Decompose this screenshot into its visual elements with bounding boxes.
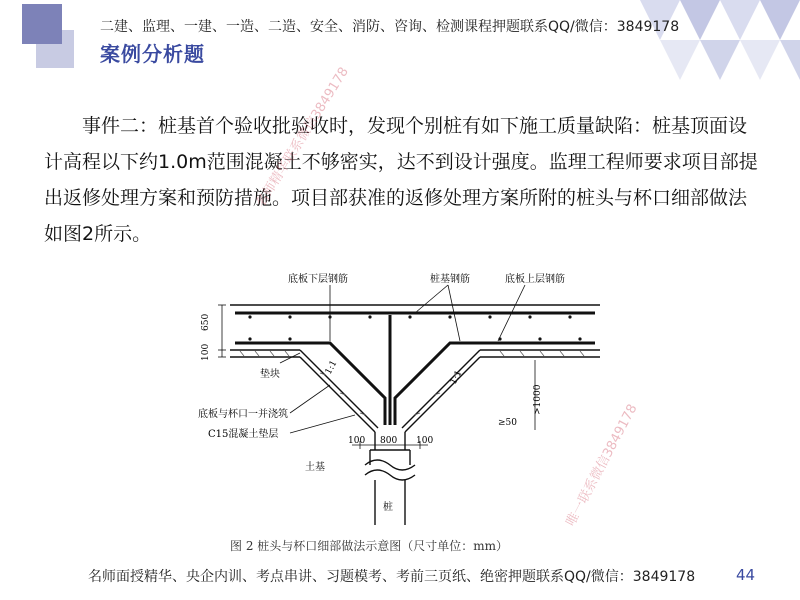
label-pile: 桩 (383, 502, 393, 513)
figure-caption: 图 2 桩头与杯口细部做法示意图（尺寸单位：mm） (230, 539, 509, 553)
label-pour-together: 底板与杯口一并浇筑 (198, 409, 288, 420)
dim-1000: >1000 (533, 384, 543, 415)
decor-square-dark (22, 4, 62, 44)
label-c15-cushion: C15混凝土垫层 (208, 429, 279, 440)
event-paragraph-block (44, 108, 760, 252)
label-bottom-rebar: 底板下层钢筋 (288, 274, 348, 285)
dim-100-left: 100 (201, 343, 211, 361)
dim-650: 650 (201, 313, 211, 331)
pile-head-detail-figure (180, 265, 640, 535)
slope-left: 1:1 (323, 358, 340, 377)
top-banner: 二建、监理、一建、一造、二造、安全、消防、咨询、检测课程押题联系QQ/微信：3849178 (100, 19, 680, 35)
event-paragraph: 事件二：桩基首个验收批验收时，发现个别桩有如下施工质量缺陷：桩基顶面设计高程以下约1.0m范围混凝土不够密实，达不到设计强度。监理工程师要求项目部提出返修处理方案和预防措施。项目部获准的返修处理方案所附的桩头与杯口细部做法如图2所示。 (44, 115, 758, 245)
watermark-1: 名师精华联系微信3849178 (253, 64, 352, 211)
decor-triangles (620, 0, 800, 90)
dim-100-a: 100 (348, 436, 366, 446)
watermark-2: 唯一联系微信3849178 (563, 401, 641, 529)
leader-lines (280, 285, 525, 433)
bottom-banner: 名师面授精华、央企内训、考点串讲、习题模考、考前三页纸、绝密押题联系QQ/微信：3849178 (88, 569, 696, 585)
slope-right: 1:1 (448, 368, 465, 387)
dim-800: 800 (380, 436, 398, 446)
page-number: 44 (736, 566, 756, 584)
dim-100-b: 100 (416, 436, 434, 446)
rebar-dots (248, 315, 581, 340)
section-title: 案例分析题 (100, 42, 205, 66)
label-soil: 土基 (305, 462, 325, 473)
label-pile-rebar: 桩基钢筋 (430, 274, 470, 285)
pile-shape (365, 450, 415, 525)
label-top-rebar: 底板上层钢筋 (505, 274, 565, 285)
label-spacer: 垫块 (260, 369, 280, 380)
dim-50: ≥50 (498, 418, 517, 428)
